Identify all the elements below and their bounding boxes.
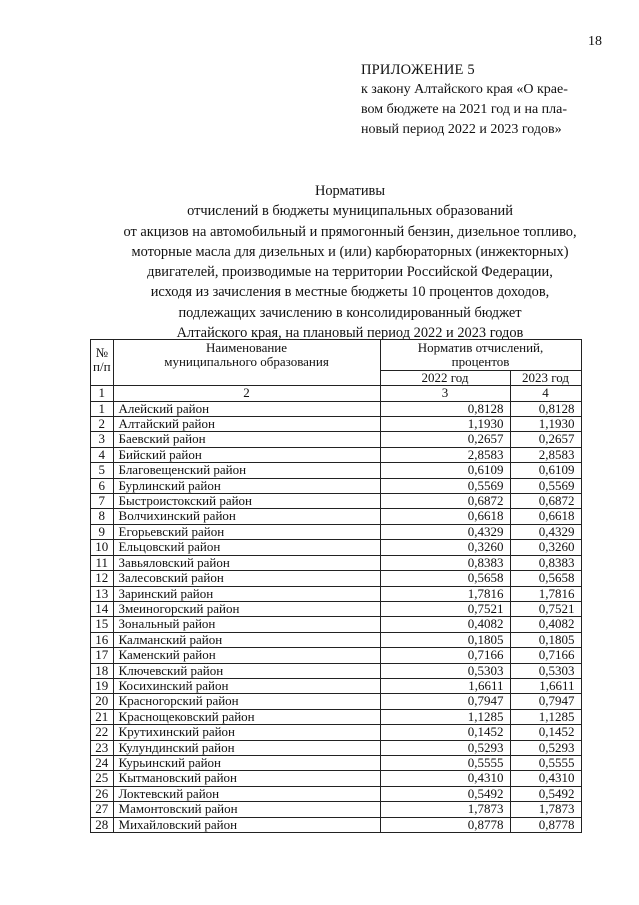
value-2023: 0,8778: [510, 817, 581, 832]
table-row: [91, 694, 582, 709]
row-number: 24: [91, 755, 114, 770]
row-number: 12: [91, 571, 114, 586]
value-2022: 1,7873: [380, 802, 510, 817]
district-name: Курьинский район: [113, 755, 380, 770]
value-2023: 0,4082: [510, 617, 581, 632]
row-number: 5: [91, 463, 114, 478]
table-row: [91, 401, 582, 416]
value-2023: 0,5658: [510, 571, 581, 586]
value-2022: 0,4310: [380, 771, 510, 786]
row-number: 16: [91, 632, 114, 647]
row-number: 26: [91, 786, 114, 801]
row-number: 15: [91, 617, 114, 632]
appendix-line: к закону Алтайского края «О крае-: [361, 82, 568, 97]
appendix-block: [361, 60, 621, 140]
value-2022: 1,7816: [380, 586, 510, 601]
table-row: [91, 648, 582, 663]
title-line: исходя из зачисления в местные бюджеты 10 процентов доходов,: [150, 284, 550, 301]
value-2022: 2,8583: [380, 447, 510, 462]
district-name: Заринский район: [113, 586, 380, 601]
row-number: 10: [91, 540, 114, 555]
table-row: [91, 786, 582, 801]
value-2022: 0,6109: [380, 463, 510, 478]
table-row: [91, 571, 582, 586]
value-2022: 0,7521: [380, 601, 510, 616]
district-name: Кулундинский район: [113, 740, 380, 755]
table-row: [91, 725, 582, 740]
table-row: [91, 601, 582, 616]
column-number: 3: [380, 386, 510, 401]
column-number: 4: [510, 386, 581, 401]
table-row: [91, 817, 582, 832]
value-2023: 0,5303: [510, 663, 581, 678]
district-name: Егорьевский район: [113, 524, 380, 539]
header-norm-line1: Норматив отчислений,: [417, 340, 544, 355]
value-2023: 0,7166: [510, 648, 581, 663]
value-2022: 1,1285: [380, 709, 510, 724]
value-2022: 0,7166: [380, 648, 510, 663]
row-number: 7: [91, 494, 114, 509]
table-row: [91, 555, 582, 570]
row-number: 1: [91, 401, 114, 416]
header-name-line2: муниципального образования: [164, 354, 329, 370]
column-number: 1: [91, 386, 114, 401]
row-number: 25: [91, 771, 114, 786]
value-2022: 0,4082: [380, 617, 510, 632]
value-2022: 0,6872: [380, 494, 510, 509]
district-name: Калманский район: [113, 632, 380, 647]
page-number: 18: [588, 34, 602, 49]
value-2023: 0,5492: [510, 786, 581, 801]
district-name: Благовещенский район: [113, 463, 380, 478]
title-line: отчислений в бюджеты муниципальных образований: [187, 203, 513, 220]
row-number: 9: [91, 524, 114, 539]
district-name: Кытмановский район: [113, 771, 380, 786]
row-number: 11: [91, 555, 114, 570]
district-name: Зональный район: [113, 617, 380, 632]
table-row: [91, 802, 582, 817]
value-2023: 0,5569: [510, 478, 581, 493]
value-2023: 0,7521: [510, 601, 581, 616]
table-row: [91, 478, 582, 493]
value-2022: 0,8128: [380, 401, 510, 416]
table-row: [91, 755, 582, 770]
district-name: Алтайский район: [113, 417, 380, 432]
value-2023: 1,7873: [510, 802, 581, 817]
value-2023: 0,4310: [510, 771, 581, 786]
header-num: [91, 340, 114, 386]
value-2022: 1,1930: [380, 417, 510, 432]
row-number: 28: [91, 817, 114, 832]
district-name: Быстроистокский район: [113, 494, 380, 509]
header-name-line1: Наименование: [206, 340, 288, 355]
row-number: 8: [91, 509, 114, 524]
district-name: Бурлинский район: [113, 478, 380, 493]
row-number: 22: [91, 725, 114, 740]
value-2022: 0,5569: [380, 478, 510, 493]
district-name: Михайловский район: [113, 817, 380, 832]
header-year-2022: 2022 год: [380, 370, 510, 385]
value-2022: 0,5303: [380, 663, 510, 678]
table-row: [91, 586, 582, 601]
column-number: 2: [113, 386, 380, 401]
header-num-line1: №: [95, 345, 108, 360]
district-name: Баевский район: [113, 432, 380, 447]
table-row: [91, 540, 582, 555]
table-row: [91, 494, 582, 509]
value-2023: 0,3260: [510, 540, 581, 555]
value-2022: 0,5293: [380, 740, 510, 755]
title-line: Нормативы: [314, 183, 386, 199]
norms-table: [90, 339, 582, 833]
table-row: [91, 617, 582, 632]
header-num-line2: п/п: [93, 359, 111, 375]
value-2023: 0,8128: [510, 401, 581, 416]
row-number: 17: [91, 648, 114, 663]
row-number: 14: [91, 601, 114, 616]
value-2022: 0,2657: [380, 432, 510, 447]
value-2023: 1,6611: [510, 678, 581, 693]
table-row: [91, 740, 582, 755]
row-number: 2: [91, 417, 114, 432]
value-2023: 0,6872: [510, 494, 581, 509]
table-row: [91, 771, 582, 786]
district-name: Волчихинский район: [113, 509, 380, 524]
value-2023: 0,1452: [510, 725, 581, 740]
value-2022: 0,6618: [380, 509, 510, 524]
value-2022: 0,8383: [380, 555, 510, 570]
value-2023: 0,4329: [510, 524, 581, 539]
appendix-line: вом бюджете на 2021 год и на пла-: [361, 102, 568, 117]
title-line: моторные масла для дизельных и (или) карбюраторных (инжекторных): [131, 243, 569, 260]
row-number: 27: [91, 802, 114, 817]
table-row: [91, 709, 582, 724]
district-name: Змеиногорский район: [113, 601, 380, 616]
district-name: Завьяловский район: [113, 555, 380, 570]
row-number: 21: [91, 709, 114, 724]
district-name: Ельцовский район: [113, 540, 380, 555]
district-name: Крутихинский район: [113, 725, 380, 740]
value-2023: 0,2657: [510, 432, 581, 447]
table-row: [91, 447, 582, 462]
value-2023: 1,1285: [510, 709, 581, 724]
value-2022: 0,8778: [380, 817, 510, 832]
district-name: Ключевский район: [113, 663, 380, 678]
district-name: Краснощековский район: [113, 709, 380, 724]
table-row: [91, 524, 582, 539]
value-2022: 0,7947: [380, 694, 510, 709]
district-name: Косихинский район: [113, 678, 380, 693]
table-row: [91, 678, 582, 693]
row-number: 23: [91, 740, 114, 755]
appendix-line: новый период 2022 и 2023 годов»: [361, 122, 562, 137]
table-row: [91, 417, 582, 432]
district-name: Алейский район: [113, 401, 380, 416]
table-row: [91, 463, 582, 478]
value-2022: 0,1452: [380, 725, 510, 740]
header-year-2023: 2023 год: [510, 370, 581, 385]
value-2023: 0,5293: [510, 740, 581, 755]
header-name: [113, 340, 380, 386]
row-number: 4: [91, 447, 114, 462]
value-2023: 0,6109: [510, 463, 581, 478]
table-row: [91, 432, 582, 447]
row-number: 20: [91, 694, 114, 709]
value-2022: 0,5658: [380, 571, 510, 586]
row-number: 19: [91, 678, 114, 693]
value-2022: 0,4329: [380, 524, 510, 539]
district-name: Мамонтовский район: [113, 802, 380, 817]
title-line: Алтайского края, на плановый период 2022 и 2023 годов: [176, 325, 524, 342]
district-name: Залесовский район: [113, 571, 380, 586]
district-name: Красногорский район: [113, 694, 380, 709]
value-2023: 0,7947: [510, 694, 581, 709]
value-2022: 0,5492: [380, 786, 510, 801]
appendix-heading: ПРИЛОЖЕНИЕ 5: [361, 62, 475, 78]
value-2023: 1,7816: [510, 586, 581, 601]
value-2023: 2,8583: [510, 447, 581, 462]
value-2022: 0,5555: [380, 755, 510, 770]
header-norm-line2: процентов: [451, 354, 510, 370]
row-number: 13: [91, 586, 114, 601]
row-number: 6: [91, 478, 114, 493]
value-2023: 1,1930: [510, 417, 581, 432]
value-2022: 0,1805: [380, 632, 510, 647]
district-name: Каменский район: [113, 648, 380, 663]
value-2022: 0,3260: [380, 540, 510, 555]
column-number-row: [91, 386, 582, 401]
title-line: подлежащих зачислению в консолидированный бюджет: [178, 304, 522, 321]
value-2023: 0,5555: [510, 755, 581, 770]
district-name: Бийский район: [113, 447, 380, 462]
header-norm: [380, 340, 581, 371]
value-2022: 1,6611: [380, 678, 510, 693]
title-line: от акцизов на автомобильный и прямогонный бензин, дизельное топливо,: [123, 223, 577, 240]
value-2023: 0,8383: [510, 555, 581, 570]
table-row: [91, 632, 582, 647]
row-number: 18: [91, 663, 114, 678]
table-header-row: [91, 340, 582, 371]
value-2023: 0,6618: [510, 509, 581, 524]
title-line: двигателей, производимые на территории Российской Федерации,: [147, 264, 553, 281]
table-row: [91, 509, 582, 524]
row-number: 3: [91, 432, 114, 447]
table-row: [91, 663, 582, 678]
document-title: [60, 181, 639, 343]
district-name: Локтевский район: [113, 786, 380, 801]
value-2023: 0,1805: [510, 632, 581, 647]
